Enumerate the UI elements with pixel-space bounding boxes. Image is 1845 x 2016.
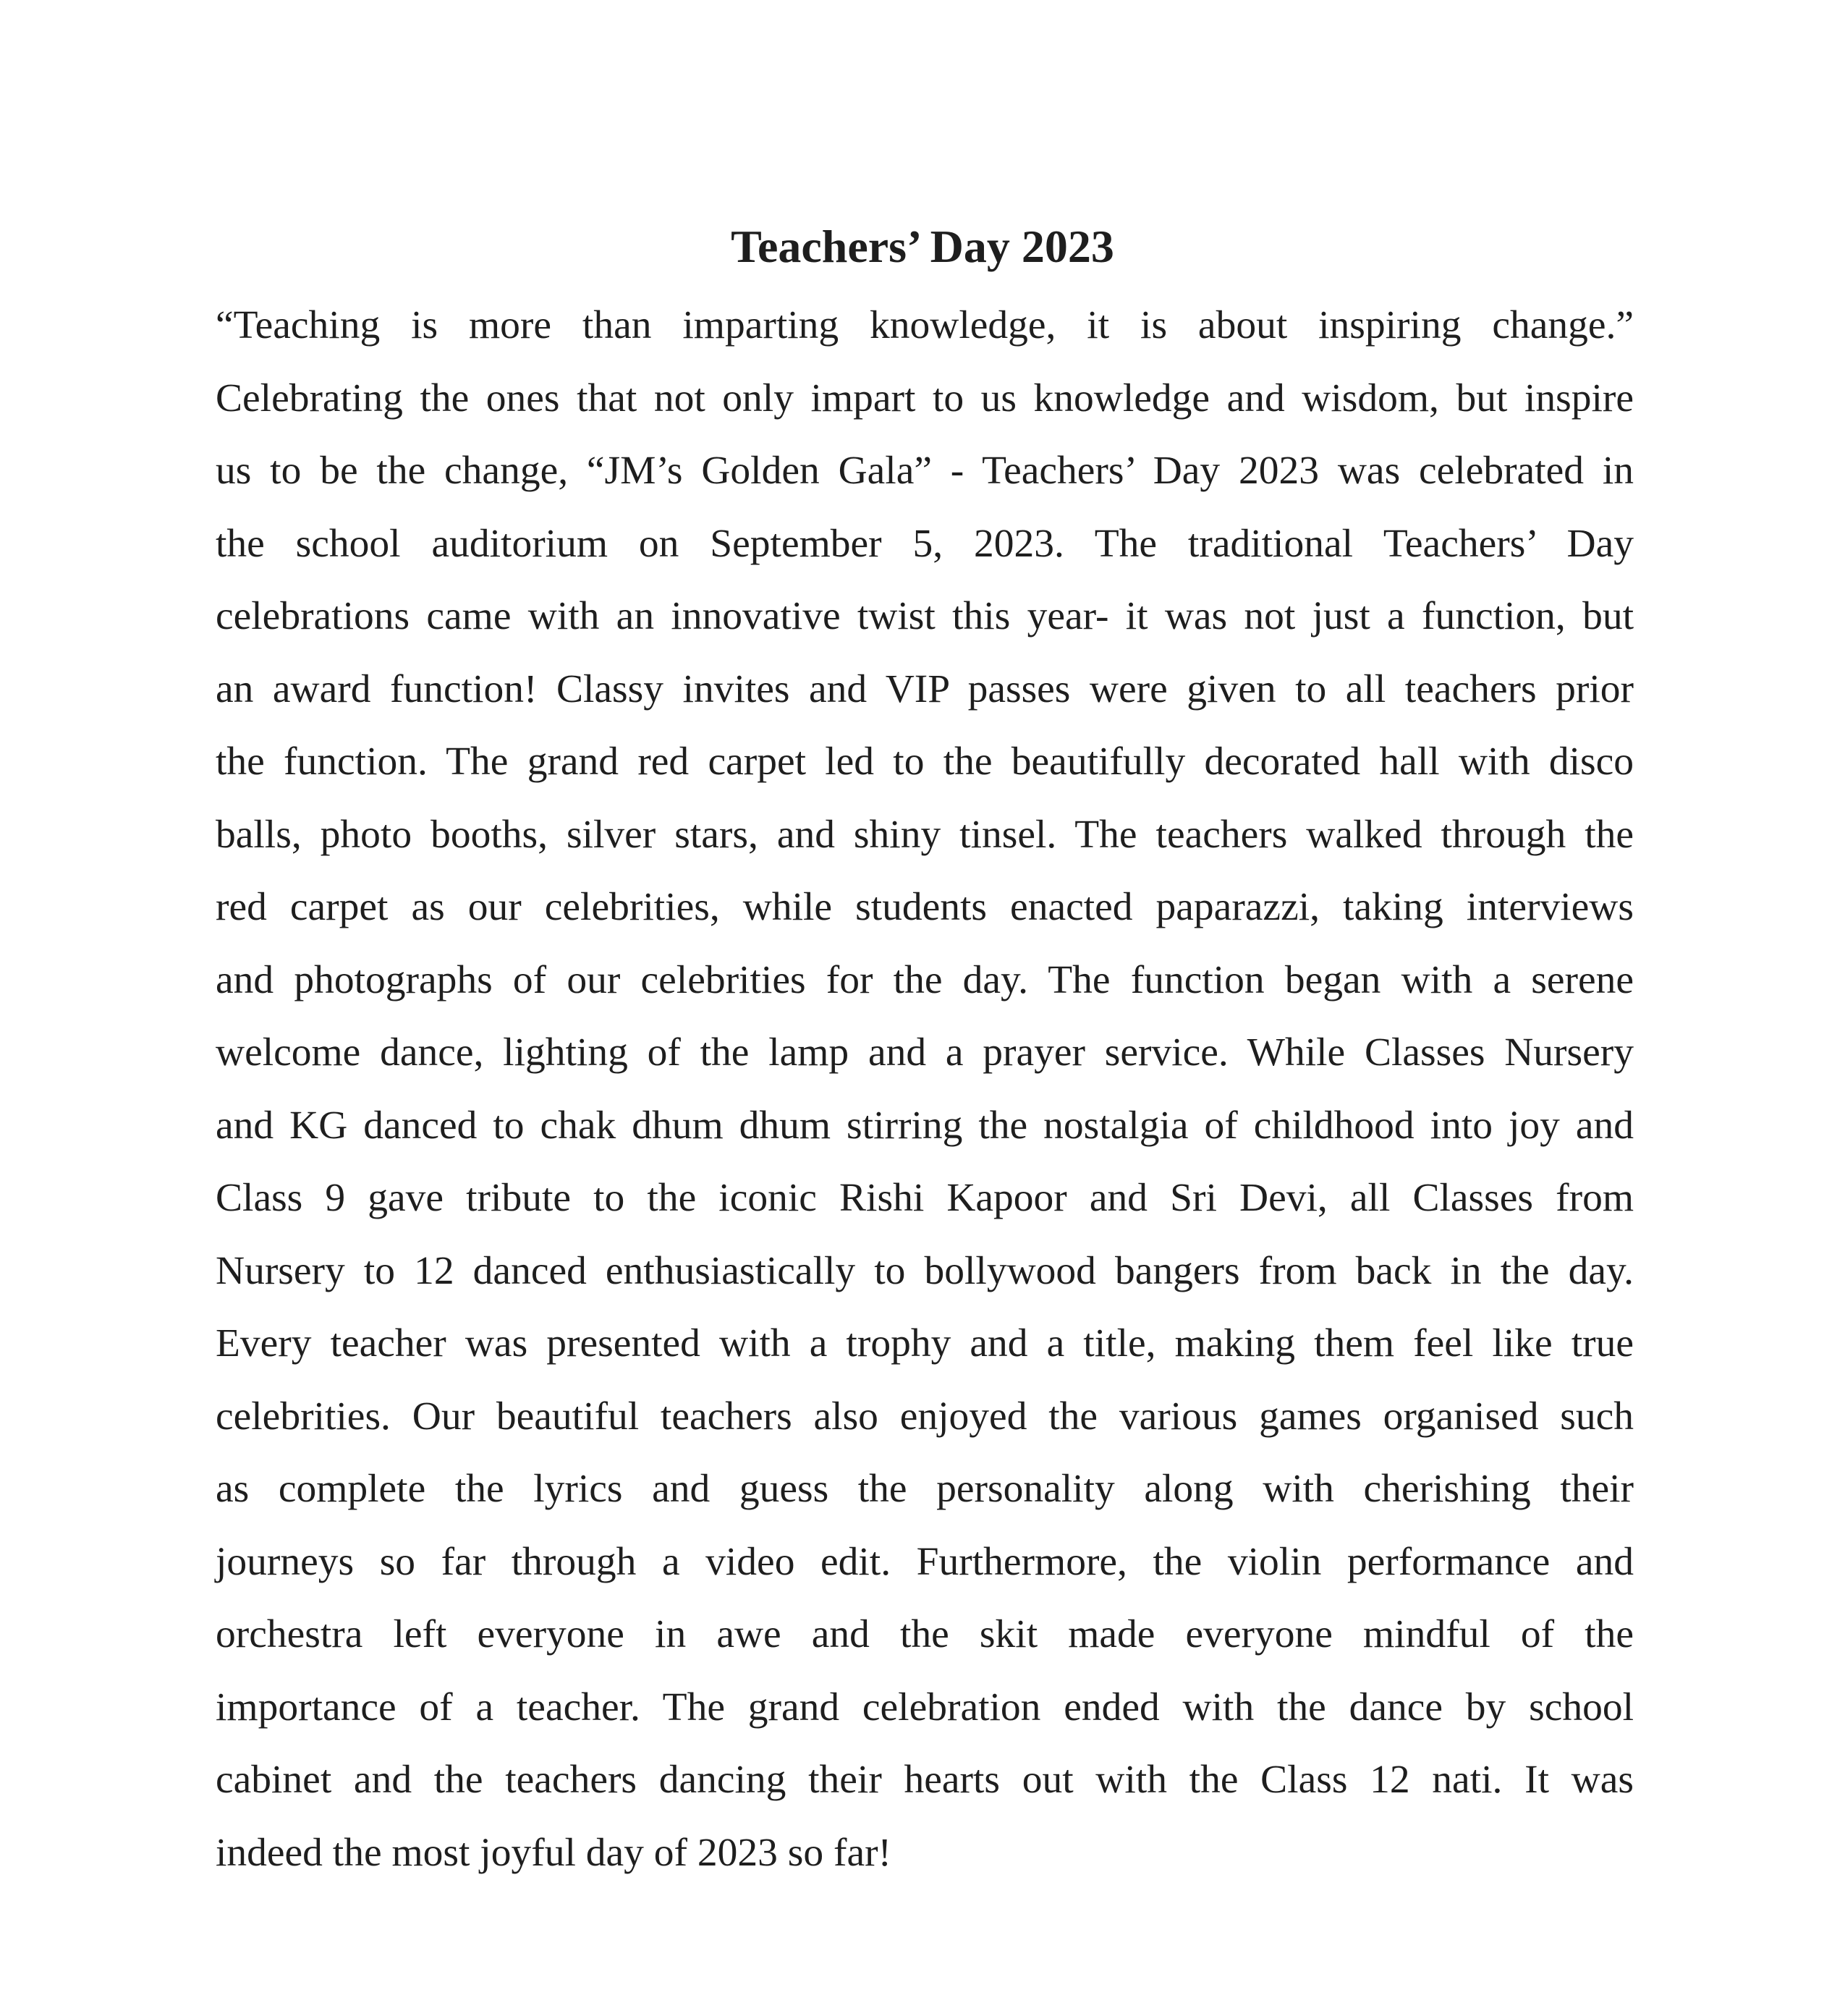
paragraph-line-1: “Teaching is more than imparting knowledge, it is about inspiring change.” bbox=[216, 303, 1634, 347]
paragraph-line-9: red carpet as our celebrities, while students enacted paparazzi, taking interviews bbox=[216, 885, 1634, 929]
paragraph-line-19: orchestra left everyone in awe and the skit made everyone mindful of the bbox=[216, 1612, 1634, 1656]
paragraph-line-10: and photographs of our celebrities for the day. The function began with a serene bbox=[216, 957, 1634, 1002]
paragraph-line-13: Class 9 gave tribute to the iconic Rishi Kapoor and Sri Devi, all Classes from bbox=[216, 1176, 1634, 1220]
paragraph-line-8: balls, photo booths, silver stars, and shiny tinsel. The teachers walked through the bbox=[216, 812, 1634, 857]
paragraph-line-4: the school auditorium on September 5, 2023. The traditional Teachers’ Day bbox=[216, 521, 1634, 566]
paragraph-line-2: Celebrating the ones that not only impart to us knowledge and wisdom, but inspire bbox=[216, 376, 1634, 420]
paragraph-line-14: Nursery to 12 danced enthusiastically to bollywood bangers from back in the day. bbox=[216, 1248, 1634, 1293]
paragraph-line-16: celebrities. Our beautiful teachers also enjoyed the various games organised such bbox=[216, 1394, 1634, 1439]
article-body bbox=[216, 289, 1634, 1889]
paragraph-line-21: cabinet and the teachers dancing their hearts out with the Class 12 nati. It was bbox=[216, 1758, 1634, 1802]
paragraph-line-20: importance of a teacher. The grand celebration ended with the dance by school bbox=[216, 1685, 1634, 1729]
paragraph-line-18: journeys so far through a video edit. Furthermore, the violin performance and bbox=[216, 1539, 1634, 1584]
paragraph-line-6: an award function! Classy invites and VIP passes were given to all teachers prior bbox=[216, 666, 1634, 711]
paragraph-line-3: us to be the change, “JM’s Golden Gala” - Teachers’ Day 2023 was celebrated in bbox=[216, 449, 1634, 493]
paragraph-line-17: as complete the lyrics and guess the personality along with cherishing their bbox=[216, 1467, 1634, 1511]
paragraph-line-12: and KG danced to chak dhum dhum stirring the nostalgia of childhood into joy and bbox=[216, 1103, 1634, 1148]
paragraph-line-15: Every teacher was presented with a trophy and a title, making them feel like true bbox=[216, 1321, 1634, 1365]
paragraph-line-5: celebrations came with an innovative twist this year- it was not just a function, but bbox=[216, 594, 1634, 638]
paragraph-line-7: the function. The grand red carpet led to the beautifully decorated hall with disco bbox=[216, 740, 1634, 784]
paragraph-line-11: welcome dance, lighting of the lamp and a prayer service. While Classes Nursery bbox=[216, 1030, 1634, 1075]
paragraph-line-22: indeed the most joyful day of 2023 so far! bbox=[216, 1830, 892, 1875]
document-title: Teachers’ Day 2023 bbox=[731, 221, 1114, 272]
